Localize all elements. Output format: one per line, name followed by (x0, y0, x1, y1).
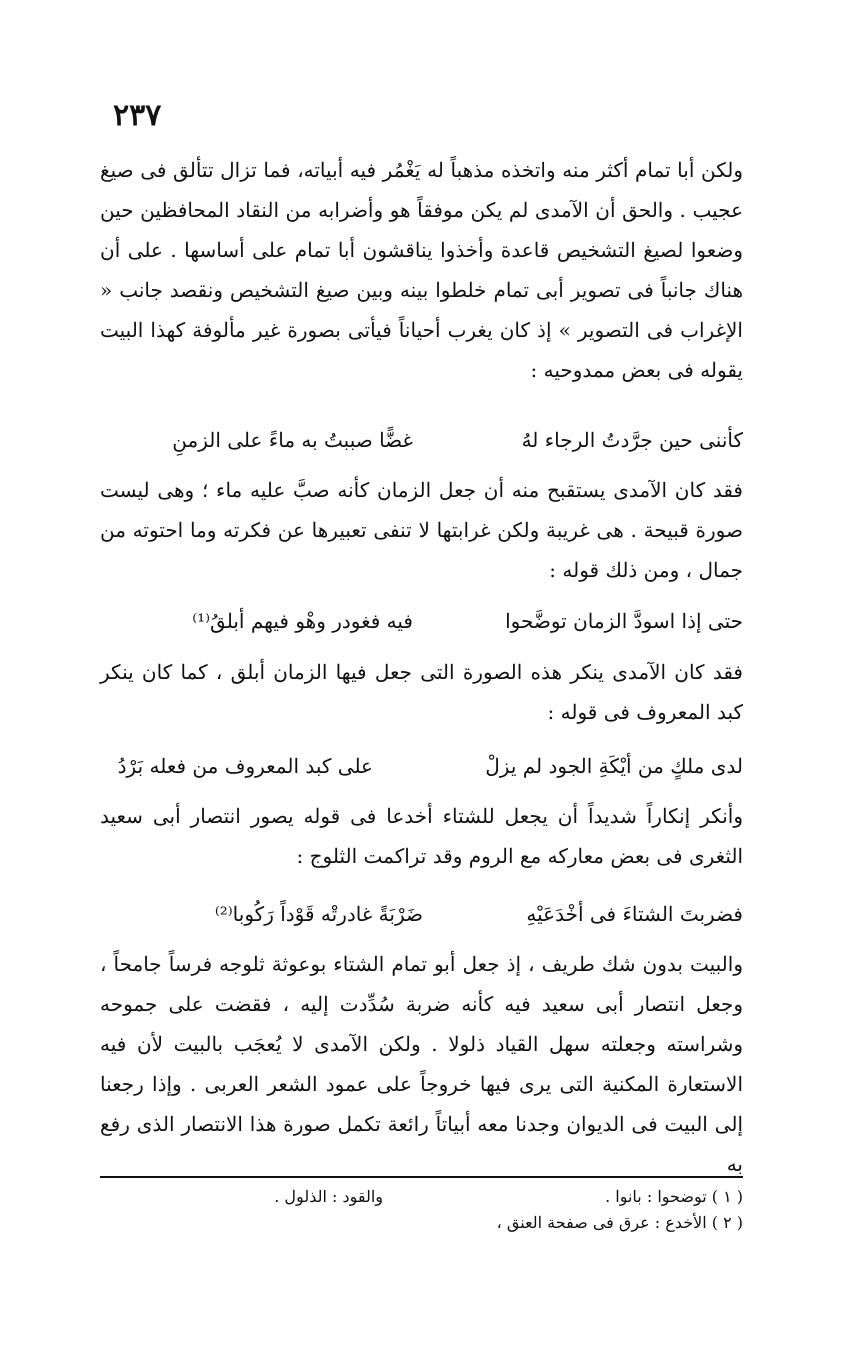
verse-1-first-hemistich: كأننى حين جرَّدتُ الرجاء لهُ (521, 428, 743, 452)
paragraph-1: ولكن أبا تمام أكثر منه واتخذه مذهباً له يَغْمُر فيه أبياته، فما تزال تتألق فى صيغ عجيب . والحق أن الآمدى لم يكن موفقاً هو وأضرابه من النقاد المحافظين حين وضعوا لصيغ التشخيص قاعدة وأخذوا يناقشون أبا تمام على أساسها . على أن هناك جانباً فى تصوير أبى تمام خلطوا بينه وبين صيغ التشخيص ونقصد جانب « الإغراب فى التصوير » إذ كان يغرب أحياناً فيأتى بصورة غير مألوفة كهذا البيت يقوله فى بعض ممدوحيه : (100, 158, 743, 382)
paragraph-5: والبيت بدون شك طريف ، إذ جعل أبو تمام الشتاء بوعوثة ثلوجه فرساً جامحاً ، وجعل انتصار أبى سعيد فيه كأنه ضربة سُدِّدت إليه ، فقضت على جموحه وشراسته وجعلته سهل القياد ذلولا . ولكن الآمدى لا يُعجَب بالبيت لأن فيه الاستعارة المكنية التى يرى فيها خروجاً على عمود الشعر العربى . وإذا رجعنا إلى البيت فى الديوان وجدنا معه أبياتاً رائعة تكمل صورة هذا الانتصار الذى رفع به (100, 952, 743, 1176)
footnote-1-text: ( ١ ) توضحوا : بانوا . (605, 1187, 743, 1206)
verse-line-3 (100, 746, 743, 786)
page-number: ٢٣٧ (113, 98, 162, 133)
verse-line-2 (100, 601, 743, 641)
footnotes (100, 1184, 743, 1236)
paragraph-4: وأنكر إنكاراً شديداً أن يجعل للشتاء أخدعا فى قوله يصور انتصار أبى سعيد الثغرى فى بعض معاركه مع الروم وقد تراكمت الثلوج : (100, 804, 743, 868)
verse-2-first-hemistich: حتى إذا اسودَّ الزمان توضَّحوا (505, 609, 743, 633)
verse-line-1 (100, 420, 743, 460)
verse-4-first-hemistich: فضربتَ الشتاءَ فى أخْدَعَيْهِ (526, 902, 743, 926)
footnote-1-extra: والقود : الذلول . (274, 1187, 383, 1206)
verse-2-second-hemistich: فيه فغودر وهْو فيهم أبلقُ⁽¹⁾ (192, 609, 413, 633)
footnote-1 (100, 1184, 743, 1210)
footnote-2-text: ( ٢ ) الأخدع : عرق فى صفحة العنق ، (496, 1213, 743, 1232)
verse-4-second-hemistich: ضَرْبَةً غادرتْه قَوْداً رَكُوبا⁽²⁾ (214, 902, 423, 926)
verse-3-second-hemistich: على كبد المعروف من فعله بَرْدُ (117, 754, 373, 778)
verse-3-first-hemistich: لدى ملكٍ من أيْكَةِ الجود لم يزلْ (485, 754, 743, 778)
verse-1-second-hemistich: غضًّا صببتُ به ماءً على الزمنِ (172, 428, 413, 452)
paragraph-3: فقد كان الآمدى ينكر هذه الصورة التى جعل فيها الزمان أبلق ، كما كان ينكر كبد المعروف فى قوله : (100, 660, 743, 724)
footnote-2 (100, 1210, 743, 1236)
paragraph-2: فقد كان الآمدى يستقبح منه أن جعل الزمان كأنه صبَّ عليه ماء ؛ وهى ليست صورة قبيحة . هى غريبة ولكن غرابتها لا تنفى تعبيرها عن فكرته وما احتوته من جمال ، ومن ذلك قوله : (100, 478, 743, 582)
footnote-divider (100, 1176, 743, 1178)
verse-line-4 (100, 894, 743, 934)
